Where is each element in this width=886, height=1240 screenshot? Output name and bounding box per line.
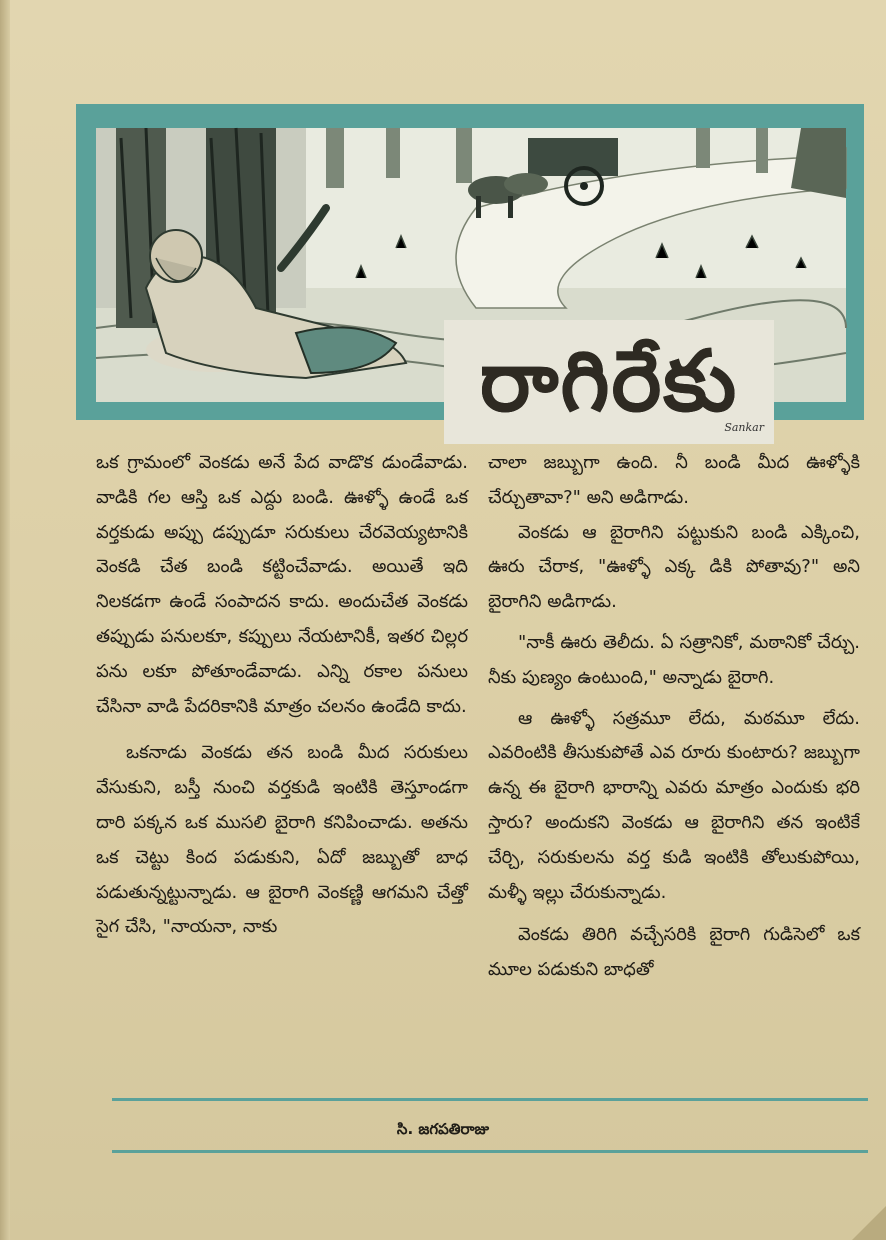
folded-corner (852, 1206, 886, 1240)
paragraph: ఒకనాడు వెంకడు తన బండి మీద సరుకులు వేసుకుని, బస్తీ నుంచి వర్తకుడి ఇంటికి తెస్తూండగా దారి పక్కన ఒక ముసలి బైరాగి కనిపించాడు. అతను ఒక చెట్టు కింద పడుకుని, ఏదో జబ్బుతో బాధ పడుతున్నట్టున్నాడు. ఆ బైరాగి వెంకణ్ణి ఆగమని చేత్తో సైగ చేసి, "నాయనా, నాకు (96, 742, 468, 938)
author-byline: సి. జగపతిరాజు (396, 1120, 490, 1138)
illustration-banner (76, 104, 864, 434)
story-illustration (96, 128, 846, 434)
title-box (444, 320, 774, 444)
paragraph: వెంకడు తిరిగి వచ్చేసరికి బైరాగి గుడిసెలో ఒక మూల పడుకుని బాధతో (488, 924, 860, 981)
paragraph: ఆ ఊళ్ళో సత్రమూ లేదు, మఠమూ లేదు. ఎవరింటికి తీసుకుపోతే ఎవ రూరు కుంటారు? జబ్బుగా ఉన్న ఈ బైరాగి భారాన్ని ఎవరు మాత్రం ఎందుకు భరి స్తారు? అందుకని వెంకడు ఆ బైరాగిని తన ఇంటికే చేర్చి, సరుకులను వర్త కుడి ఇంటికి తోలుకుపోయి, మళ్ళీ ఇల్లు చేరుకున్నాడు. (488, 707, 860, 903)
paragraph: చాలా జబ్బుగా ఉంది. నీ బండి మీద ఊళ్ళోకి చేర్చుతావా?" అని అడిగాడు. (488, 452, 860, 508)
divider-bottom (112, 1150, 868, 1153)
left-text-column (96, 446, 468, 945)
paragraph: "నాకీ ఊరు తెలీదు. ఏ సత్రానికో, మఠానికో చేర్చు. నీకు పుణ్యం ఉంటుంది," అన్నాడు బైరాగి. (488, 631, 860, 688)
divider-top (112, 1098, 868, 1101)
story-title: రాగిరేకు (479, 331, 739, 430)
paragraph: వెంకడు ఆ బైరాగిని పట్టుకుని బండి ఎక్కించి, ఊరు చేరాక, "ఊళ్ళో ఎక్క డికి పోతావు?" అని బైరాగిని అడిగాడు. (488, 521, 860, 613)
right-text-column (488, 446, 860, 988)
paragraph: ఒక గ్రామంలో వెంకడు అనే పేద వాడొక డుండేవాడు. వాడికి గల ఆస్తి ఒక ఎద్దు బండి. ఊళ్ళో ఉండే ఒక వర్తకుడు అప్పు డప్పుడూ సరుకులు చేరవెయ్యటానికి వెంకడి చేత బండి కట్టించేవాడు. అయితే ఇది నిలకడగా ఉండే సంపాదన కాదు. అందుచేత వెంకడు తప్పుడు పనులకూ, కప్పులు నేయటానికీ, ఇతర చిల్లర పను లకూ పోతూండేవాడు. ఎన్ని రకాల పనులు చేసినా వాడి పేదరికానికి మాత్రం చలనం ఉండేది కాదు. (96, 452, 468, 717)
illustrator-signature: Sankar (724, 421, 764, 434)
